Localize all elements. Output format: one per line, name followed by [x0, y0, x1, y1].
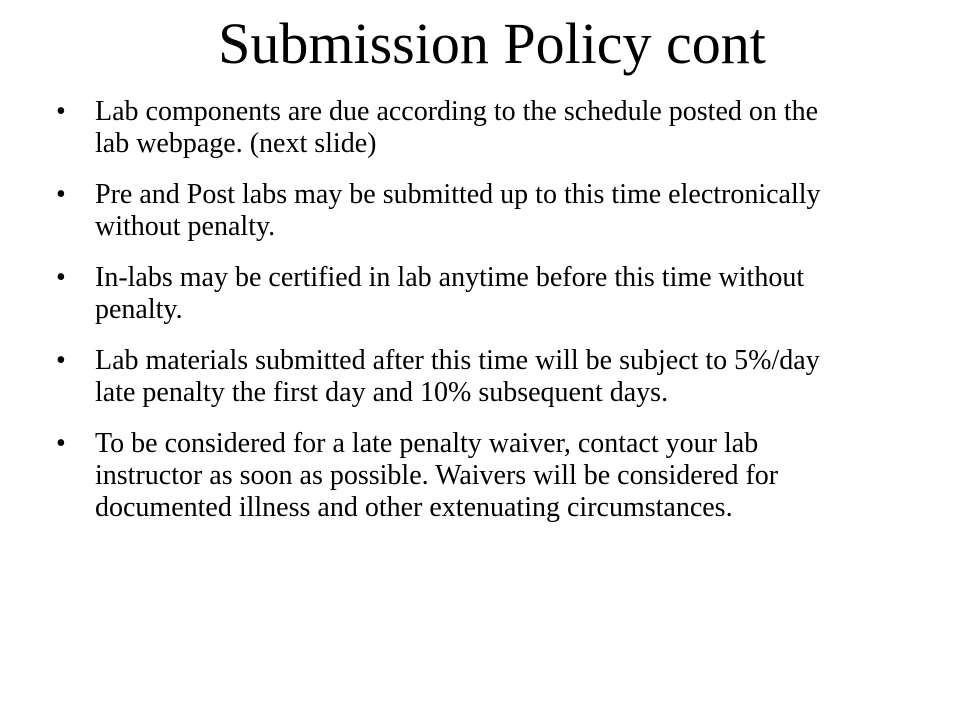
bullet-text: Lab components are due according to the schedule posted on the lab webpage. (next slide) [95, 96, 819, 159]
bullet-text: In-labs may be certified in lab anytime before this time without penalty. [95, 262, 805, 325]
bullet-item [56, 345, 836, 409]
bullet-text: To be considered for a late penalty waiver, contact your lab instructor as soon as possible. Waivers will be considered for documented illness and other extenuating circumstances. [95, 428, 779, 523]
bullet-item [56, 96, 836, 160]
bullet-icon: • [56, 262, 66, 293]
bullet-icon: • [56, 96, 66, 127]
bullet-icon: • [56, 345, 66, 376]
bullet-text: Pre and Post labs may be submitted up to this time electronically without penalty. [95, 179, 821, 242]
bullet-item [56, 179, 836, 243]
slide-title: Submission Policy cont [218, 11, 766, 76]
bullet-icon: • [56, 428, 66, 459]
bullet-list [56, 96, 836, 543]
bullet-text: Lab materials submitted after this time will be subject to 5%/day late penalty the first day and 10% subsequent days. [95, 345, 820, 408]
bullet-icon: • [56, 179, 66, 210]
bullet-item [56, 428, 836, 524]
bullet-item [56, 262, 836, 326]
